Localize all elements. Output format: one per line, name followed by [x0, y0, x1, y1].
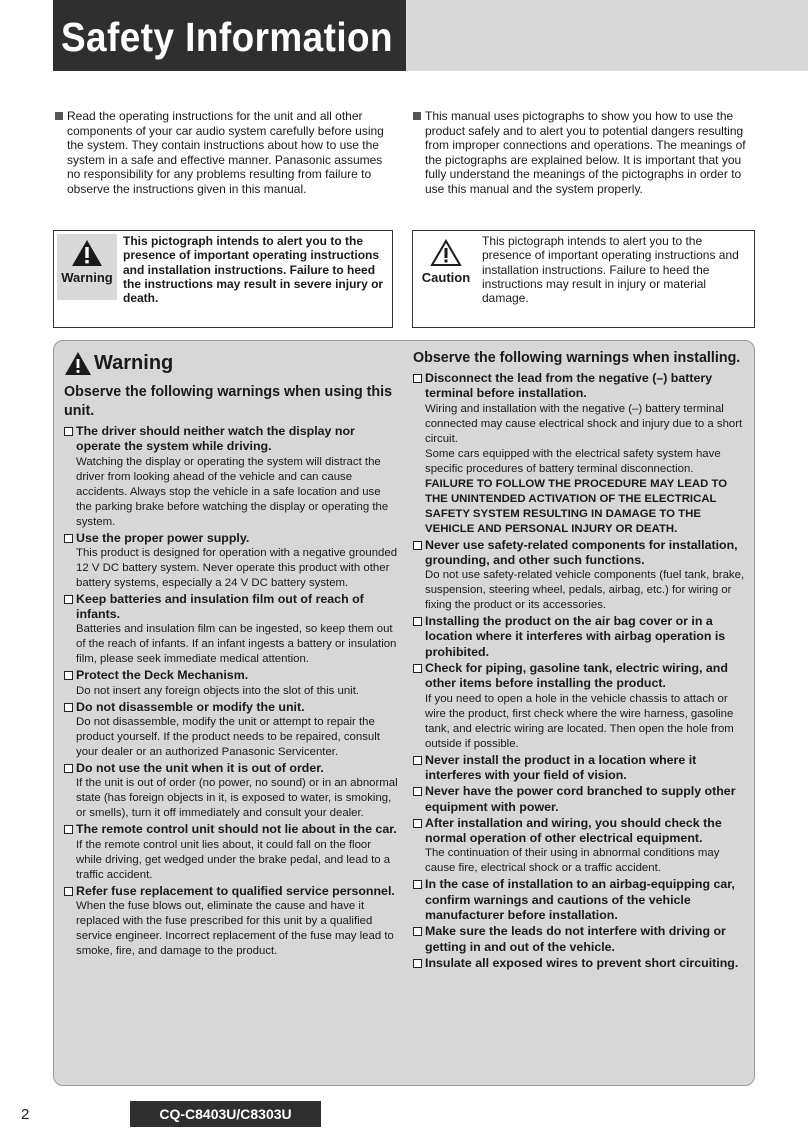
warning-item-title: After installation and wiring, you should check the normal operation of other electrical equipment.	[425, 815, 722, 846]
warning-item	[413, 614, 747, 660]
checkbox-bullet-icon	[413, 617, 422, 626]
intro-right-text: This manual uses pictographs to show you how to use the product safely and to alert you to potential dangers resulting from improper connections and operations. The meanings of the pictographs are explained below. It is important that you fully understand the meanings of the pictographs in order to use this manual and the system properly.	[425, 109, 746, 196]
warning-item	[413, 753, 747, 784]
caution-pictograph-text: This pictograph intends to alert you to the presence of important operating instructions and installation instructions. Failure to heed the instructions may result in injury or material damage.	[482, 234, 739, 306]
intro-left-text: Read the operating instructions for the unit and all other components of your car audio system carefully before using the system. They contain instructions about how to use the system in a safe and effective manner. Panasonic assumes no responsibility for any problems resulting from failure to observe the instructions given in this manual.	[67, 109, 384, 196]
bullet-square-icon	[413, 112, 421, 120]
checkbox-bullet-icon	[64, 825, 73, 834]
warnings-right-column	[413, 341, 747, 972]
warning-item	[413, 371, 747, 537]
warning-item-body: The continuation of their using in abnormal conditions may cause fire, electrical shock or a traffic accident.	[425, 847, 720, 875]
warning-item-title: Insulate all exposed wires to prevent short circuiting.	[425, 955, 739, 970]
using-section-title: Observe the following warnings when using this unit.	[64, 384, 393, 419]
warning-item	[413, 784, 747, 815]
checkbox-bullet-icon	[64, 595, 73, 604]
checkbox-bullet-icon	[413, 880, 422, 889]
warnings-panel	[53, 340, 755, 1086]
checkbox-bullet-icon	[413, 787, 422, 796]
warning-triangle-icon	[64, 351, 92, 376]
warning-item-body: Do not use safety-related vehicle components (fuel tank, brake, suspension, steering wheel, pedals, airbag, etc.) for wiring or fixing the product or its accessories.	[425, 569, 745, 612]
warning-item-title: Never have the power cord branched to supply other equipment with power.	[425, 784, 736, 814]
checkbox-bullet-icon	[413, 756, 422, 765]
model-number-badge: CQ-C8403U/C8303U	[130, 1101, 321, 1127]
warning-pictograph-icon-area	[57, 234, 117, 300]
warning-heading	[64, 348, 398, 378]
warning-item	[413, 877, 747, 923]
warning-item	[413, 924, 747, 955]
warning-pictograph-box	[53, 230, 393, 328]
warnings-left-column	[64, 341, 398, 960]
warning-item-body: Watching the display or operating the system will distract the driver from looking ahead of the vehicle and can cause accidents. Always stop the vehicle in a safe location and use the parking brake before watching the display or operating the system.	[76, 455, 389, 528]
checkbox-bullet-icon	[413, 819, 422, 828]
checkbox-bullet-icon	[64, 764, 73, 773]
intro-left	[55, 109, 395, 197]
intro-right	[413, 109, 753, 197]
warning-item-title: The driver should neither watch the display nor operate the system while driving.	[76, 424, 355, 454]
warning-item	[413, 956, 747, 971]
page-title: Safety Information	[61, 14, 394, 60]
warning-item-title: Protect the Deck Mechanism.	[76, 668, 249, 683]
warning-item-body: When the fuse blows out, eliminate the cause and have it replaced with the fuse prescribed for this unit by a qualified service engineer. Incorrect replacement of the fuse may lead to smoke, fire, and damage to the product.	[76, 899, 394, 957]
warning-item	[413, 816, 747, 877]
warning-item-title: Disconnect the lead from the negative (–) battery terminal before installation.	[425, 371, 713, 401]
warning-item-body: Do not insert any foreign objects into the slot of this unit.	[76, 684, 360, 697]
warning-item-title: Keep batteries and insulation film out of reach of infants.	[76, 591, 364, 622]
bullet-square-icon	[55, 112, 63, 120]
checkbox-bullet-icon	[413, 374, 422, 383]
warning-item-body: This product is designed for operation with a negative grounded 12 V DC battery system. Never operate this product with other battery systems, especially a 24 V DC battery system.	[76, 546, 398, 589]
warning-item-title: The remote control unit should not lie about in the car.	[76, 822, 397, 837]
warning-item-title: Never install the product in a location where it interferes with your field of vision.	[425, 752, 697, 782]
installing-section-title: Observe the following warnings when installing.	[413, 350, 741, 366]
warning-item-title: Do not disassemble or modify the unit.	[76, 699, 305, 714]
warning-item	[413, 538, 747, 614]
caution-pictograph-box	[412, 230, 755, 328]
checkbox-bullet-icon	[64, 427, 73, 436]
warning-item-title: Check for piping, gasoline tank, electric wiring, and other items before installing the product.	[425, 661, 728, 691]
caution-triangle-icon	[429, 238, 463, 268]
warning-item-title: Make sure the leads do not interfere with driving or getting in and out of the vehicle.	[425, 924, 726, 954]
warning-item-body: Batteries and insulation film can be ingested, so keep them out of the reach of infants. If an infant ingests a battery or insulation film, please seek immediate medical attention.	[76, 623, 397, 666]
checkbox-bullet-icon	[64, 703, 73, 712]
warning-item-title: Installing the product on the air bag cover or in a location where it interferes with airbag operation is prohibited.	[425, 614, 726, 659]
warning-item	[64, 761, 398, 821]
warning-item	[64, 531, 398, 591]
warning-item-title: Never use safety-related components for installation, grounding, and other such functions.	[425, 537, 738, 567]
warning-heading-text: Warning	[94, 351, 174, 374]
page-number: 2	[21, 1106, 30, 1123]
checkbox-bullet-icon	[64, 534, 73, 543]
warning-item	[64, 592, 398, 668]
warning-item	[64, 822, 398, 882]
warning-item-title: Use the proper power supply.	[76, 530, 250, 545]
warning-item-title: Do not use the unit when it is out of order.	[76, 761, 324, 776]
warning-item-caps-text: FAILURE TO FOLLOW THE PROCEDURE MAY LEAD TO THE UNINTENDED ACTIVATION OF THE ELECTRICAL SAFETY SYSTEM RESULTING IN DAMAGE TO THE VEHICLE AND PERSONAL INJURY OR DEATH.	[425, 477, 728, 535]
warning-pictograph-text: This pictograph intends to alert you to the presence of important operating instructions and installation instructions. Failure to heed the instructions may result in severe injury or death.	[123, 234, 384, 306]
checkbox-bullet-icon	[64, 887, 73, 896]
warning-item	[64, 668, 398, 698]
checkbox-bullet-icon	[413, 541, 422, 550]
warning-item-title: Refer fuse replacement to qualified service personnel.	[76, 883, 395, 898]
caution-pictograph-icon-area	[416, 234, 476, 300]
warning-item-body: Some cars equipped with the electrical safety system have specific procedures of battery terminal disconnection.	[425, 447, 721, 475]
warning-item	[64, 884, 398, 959]
checkbox-bullet-icon	[413, 927, 422, 936]
warning-item-body: If the unit is out of order (no power, no sound) or in an abnormal state (has foreign objects in it, is exposed to water, is smoking, or smells), turn it off immediately and consult your dealer.	[76, 777, 398, 820]
checkbox-bullet-icon	[413, 959, 422, 968]
warning-item-body: If you need to open a hole in the vehicle chassis to attach or wire the product, first check where the wire harness, gasoline tank, and electric wiring are located. Then open the hole from outside if possible.	[425, 692, 734, 750]
warning-item-body: Wiring and installation with the negative (–) battery terminal connected may cause electrical shock and injury due to a short circuit.	[425, 402, 743, 445]
warning-triangle-icon	[70, 238, 104, 268]
warning-pictograph-label: Warning	[61, 270, 113, 285]
checkbox-bullet-icon	[413, 664, 422, 673]
checkbox-bullet-icon	[64, 671, 73, 680]
caution-pictograph-label: Caution	[421, 270, 471, 285]
warning-item-body: If the remote control unit lies about, it could fall on the floor while driving, get wedged under the brake pedal, and lead to a traffic accident.	[76, 838, 391, 881]
warning-item-body: Do not disassemble, modify the unit or attempt to repair the product yourself. If the product needs to be repaired, consult your dealer or an authorized Panasonic Servicenter.	[76, 716, 380, 759]
warning-item	[413, 661, 747, 752]
warning-item-title: In the case of installation to an airbag-equipping car, confirm warnings and cautions of the vehicle manufacturer before installation.	[425, 877, 735, 923]
warning-item	[64, 700, 398, 760]
warning-item	[64, 424, 398, 530]
